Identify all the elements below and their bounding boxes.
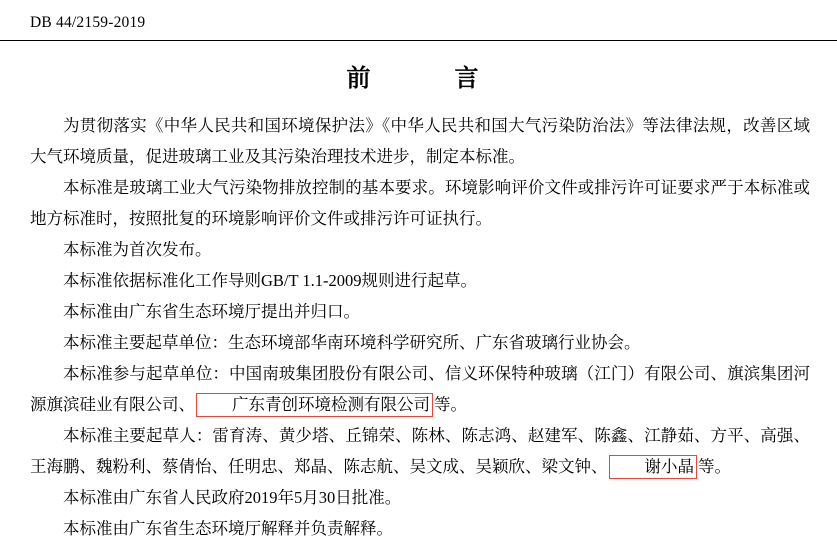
highlighted-text: 广东青创环境检测有限公司 [196,393,433,417]
paragraph-text: 本标准由广东省生态环境厅提出并归口。 [63,302,360,321]
paragraph-text: 本标准主要起草单位：生态环境部华南环境科学研究所、广东省玻璃行业协会。 [63,333,641,352]
paragraph-text: 本标准由广东省人民政府2019年5月30日批准。 [63,488,402,507]
paragraph [30,265,810,296]
document-body [30,110,810,544]
paragraph [30,110,810,172]
paragraph-text: 本标准由广东省生态环境厅解释并负责解释。 [63,519,393,538]
paragraph-text: 本标准参与起草单位：中国南玻集团股份有限公司、信义环保特种玻璃（江门）有限公司、旗滨集团河源旗滨硅业有限公司、 [30,364,810,414]
paragraph [30,172,810,234]
paragraph [30,327,810,358]
paragraph-text: 本标准依据标准化工作导则GB/T 1.1-2009规则进行起草。 [63,271,478,290]
paragraph-text: 等。 [434,395,467,414]
paragraph [30,234,810,265]
page-title: 前 言 [346,63,491,92]
paragraph [30,482,810,513]
standard-code: DB 44/2159-2019 [30,14,146,31]
paragraph-text: 本标准主要起草人：雷育涛、黄少塔、丘锦荣、陈林、陈志鸿、赵建军、陈鑫、江静茹、方平、高强、王海鹏、魏粉利、蔡倩怡、任明忠、郑晶、陈志航、吴文成、吴颖欣、梁文钟、 [30,426,810,476]
highlighted-text: 谢小晶 [609,455,698,479]
paragraph-text: 等。 [698,457,731,476]
header-divider [0,40,837,41]
paragraph [30,358,810,420]
paragraph-text: 本标准是玻璃工业大气污染物排放控制的基本要求。环境影响评价文件或排污许可证要求严于本标准或地方标准时，按照批复的环境影响评价文件或排污许可证执行。 [30,178,810,228]
paragraph-text: 本标准为首次发布。 [63,240,212,259]
paragraph [30,296,810,327]
paragraph [30,513,810,544]
paragraph [30,420,810,482]
paragraph-text: 为贯彻落实《中华人民共和国环境保护法》《中华人民共和国大气污染防治法》等法律法规，改善区域大气环境质量，促进玻璃工业及其污染治理技术进步，制定本标准。 [30,116,810,166]
